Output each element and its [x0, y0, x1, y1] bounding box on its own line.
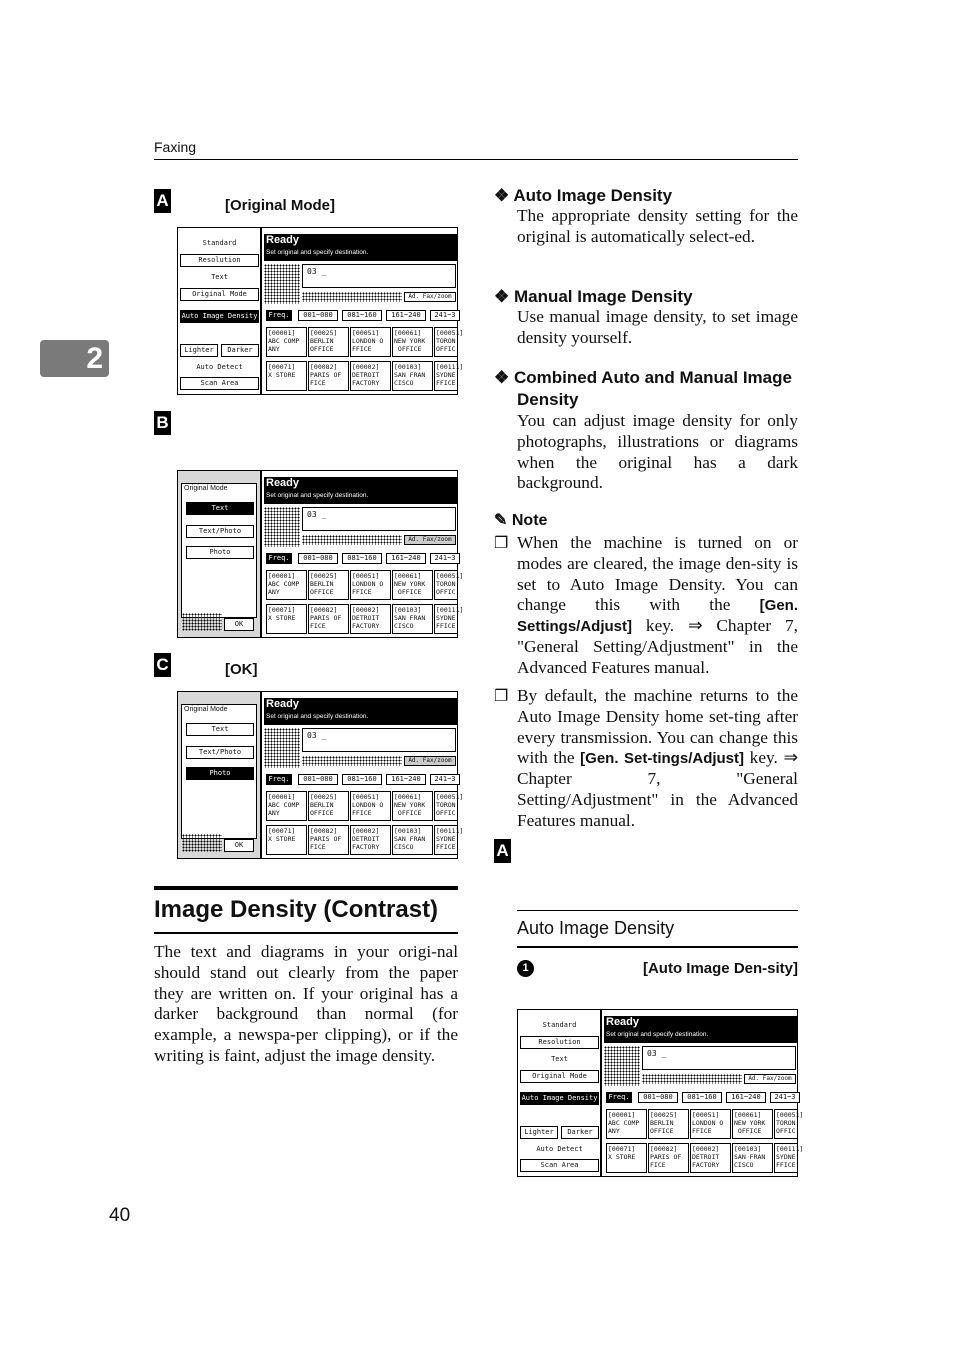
dest-cell[interactable]: [00103] SAN FRAN CISCO	[392, 825, 433, 855]
original-mode-title: Original Mode	[184, 706, 228, 713]
dest-cell[interactable]: [00051] LONDON O FFICE	[690, 1109, 731, 1139]
standard-button[interactable]: Standard	[520, 1020, 599, 1033]
section-rule-bottom	[154, 932, 458, 934]
step-marker-a-right: A	[494, 839, 511, 863]
dest-cell[interactable]: [00051] TORON OFFIC	[774, 1109, 798, 1139]
destination-field[interactable]: 03 _	[302, 728, 456, 752]
dest-cell[interactable]: [00001] ABC COMP ANY	[266, 327, 307, 357]
text-label: Text	[180, 272, 259, 285]
running-head: Faxing	[154, 139, 197, 155]
dest-cell[interactable]: [00051] TORON OFFIC	[434, 570, 458, 600]
section-body: The text and diagrams in your origi-nal should stand out clearly from the paper they are written on. If your original has a darker background than normal (for example, a newspa-per clipping), or if the writing is faint, adjust the image density.	[154, 942, 458, 1065]
ok-button[interactable]: OK	[224, 839, 254, 852]
tab-081-160[interactable]: 081~160	[342, 310, 382, 321]
status-sub: Set original and specify destination.	[266, 492, 369, 499]
status-bar	[604, 1016, 797, 1043]
text-mode-button[interactable]: Text	[186, 502, 254, 515]
dest-cell[interactable]: [00111] SYDNE FFICE	[774, 1143, 798, 1173]
original-mode-button[interactable]: Original Mode	[520, 1070, 599, 1083]
dest-cell[interactable]: [00001] ABC COMP ANY	[266, 570, 307, 600]
dest-cell[interactable]: [00002] DETROIT FACTORY	[350, 825, 391, 855]
page-number: 40	[109, 1205, 131, 1226]
dest-cell[interactable]: [00051] TORON OFFIC	[434, 791, 458, 821]
auto-density-block	[494, 186, 798, 248]
dot-pattern	[264, 507, 300, 547]
dest-cell[interactable]: [00025] BERLIN OFFICE	[648, 1109, 689, 1139]
subsection-title: Auto Image Density	[517, 918, 675, 938]
tab-241[interactable]: 241~3	[430, 774, 460, 785]
memory-indicator: Ad. Fax/zoom	[404, 535, 456, 545]
note-item-1	[494, 533, 798, 679]
diamond-bullet-icon: ❖	[494, 186, 514, 205]
auto-detect-label: Auto Detect	[180, 362, 259, 375]
tab-001-080[interactable]: 001~080	[298, 774, 338, 785]
dot-pattern	[264, 728, 300, 768]
note-item-2	[494, 686, 798, 832]
status-bar	[264, 698, 457, 725]
combined-density-block	[494, 367, 798, 494]
checkbox-bullet-icon: ❐	[494, 535, 509, 552]
text-photo-button[interactable]: Text/Photo	[186, 746, 254, 759]
dest-cell[interactable]: [00051] LONDON O FFICE	[350, 327, 391, 357]
standard-button[interactable]: Standard	[180, 238, 259, 251]
dest-cell[interactable]: [00002] DETROIT FACTORY	[350, 604, 391, 634]
destination-field[interactable]: 03 _	[642, 1046, 796, 1070]
status-bar	[264, 234, 457, 261]
dest-cell[interactable]: [00082] PARIS OF FICE	[308, 604, 349, 634]
scan-area-button[interactable]: Scan Area	[180, 377, 259, 390]
tab-freq[interactable]: Freq.	[266, 310, 292, 321]
dest-cell[interactable]: [00082] PARIS OF FICE	[648, 1143, 689, 1173]
dest-cell[interactable]: [00061] NEW YORK OFFICE	[732, 1109, 773, 1139]
circled-number-icon: 1	[517, 960, 534, 977]
tab-161-240[interactable]: 161~240	[726, 1092, 766, 1103]
dot-pattern	[642, 1074, 742, 1084]
photo-button[interactable]: Photo	[186, 767, 254, 780]
step-marker-a: A	[154, 189, 171, 213]
text-label: Text	[520, 1054, 599, 1067]
step-marker-c: C	[154, 653, 171, 677]
dest-cell[interactable]: [00061] NEW YORK OFFICE	[392, 327, 433, 357]
dest-tabs	[606, 1092, 797, 1103]
section-rule-top	[154, 886, 458, 890]
dest-cell[interactable]: [00051] LONDON O FFICE	[350, 570, 391, 600]
lighter-button[interactable]: Lighter	[180, 344, 218, 357]
dest-cell[interactable]: [00002] DETROIT FACTORY	[350, 361, 391, 391]
step-marker-b: B	[154, 411, 171, 435]
panel-left-menu	[518, 1010, 602, 1176]
resolution-button[interactable]: Resolution	[180, 254, 259, 267]
resolution-button[interactable]: Resolution	[520, 1036, 599, 1049]
dest-cell[interactable]: [00051] LONDON O FFICE	[350, 791, 391, 821]
destination-field[interactable]: 03 _	[302, 507, 456, 531]
dest-cell[interactable]: [00071] X STORE	[266, 361, 307, 391]
status-sub: Set original and specify destination.	[266, 249, 369, 256]
dest-cell[interactable]: [00111] SYDNE FFICE	[434, 825, 458, 855]
section-title: Image Density (Contrast)	[154, 896, 439, 923]
memory-indicator: Ad. Fax/zoom	[404, 756, 456, 766]
photo-button[interactable]: Photo	[186, 546, 254, 559]
fax-panel-3	[177, 691, 464, 859]
auto-detect-label: Auto Detect	[520, 1144, 599, 1157]
dest-cell[interactable]: [00001] ABC COMP ANY	[606, 1109, 647, 1139]
status-sub: Set original and specify destination.	[606, 1031, 709, 1038]
dest-cell[interactable]: [00025] BERLIN OFFICE	[308, 570, 349, 600]
fax-panel-4	[517, 1009, 804, 1177]
dest-cell[interactable]: [00103] SAN FRAN CISCO	[732, 1143, 773, 1173]
pencil-icon: ✎	[494, 512, 512, 529]
tab-081-160[interactable]: 081~160	[342, 553, 382, 564]
fax-panel-2	[177, 470, 464, 638]
panel-left-menu	[178, 228, 262, 394]
auto-image-density-button[interactable]: Auto Image Density	[520, 1092, 599, 1105]
dot-pattern	[302, 535, 402, 545]
subsection-rule-top	[517, 910, 798, 911]
dest-cell[interactable]: [00025] BERLIN OFFICE	[308, 791, 349, 821]
tab-001-080[interactable]: 001~080	[638, 1092, 678, 1103]
ready-status: Ready	[266, 698, 300, 710]
note-head: ✎ Note	[494, 512, 548, 529]
tab-freq[interactable]: Freq.	[606, 1092, 632, 1103]
tab-081-160[interactable]: 081~160	[682, 1092, 722, 1103]
original-mode-button[interactable]: Original Mode	[180, 288, 259, 301]
memory-indicator: Ad. Fax/zoom	[744, 1074, 796, 1084]
ready-status: Ready	[266, 234, 300, 246]
auto-image-density-button[interactable]: Auto Image Density	[180, 310, 259, 323]
darker-button[interactable]: Darker	[221, 344, 259, 357]
dot-pattern	[264, 264, 300, 304]
tab-241[interactable]: 241~3	[430, 310, 460, 321]
ready-status: Ready	[266, 477, 300, 489]
chapter-tab: 2	[40, 340, 109, 377]
auto-density-head: Auto Image Density	[513, 186, 673, 205]
note-2-text: By default, the machine returns to the Auto Image Density home set-ting after every transmission. You can change this with the [Gen. Set-tings/Adjust] key. ⇒ Chapter 7, "General Setting/Adjustment" in the Advanced Features manual.	[517, 686, 798, 830]
step-label-ok: [OK]	[225, 661, 258, 678]
dest-cell[interactable]: [00082] PARIS OF FICE	[308, 825, 349, 855]
scan-area-button[interactable]: Scan Area	[520, 1159, 599, 1172]
dot-pattern	[182, 613, 222, 631]
manual-density-head: Manual Image Density	[513, 287, 693, 306]
subsection-rule-bottom	[517, 946, 798, 948]
tab-161-240[interactable]: 161~240	[386, 310, 426, 321]
manual-density-text: Use manual image density, to set image density yourself.	[517, 307, 798, 347]
combined-density-head-2: Density	[517, 390, 579, 409]
text-photo-button[interactable]: Text/Photo	[186, 525, 254, 538]
status-bar	[264, 477, 457, 504]
auto-density-text: The appropriate density setting for the original is automatically select-ed.	[517, 206, 798, 246]
dot-pattern	[604, 1046, 640, 1086]
dest-cell[interactable]: [00002] DETROIT FACTORY	[690, 1143, 731, 1173]
status-sub: Set original and specify destination.	[266, 713, 369, 720]
diamond-bullet-icon: ❖	[494, 368, 514, 387]
tab-161-240[interactable]: 161~240	[386, 774, 426, 785]
dot-pattern	[302, 756, 402, 766]
tab-161-240[interactable]: 161~240	[386, 553, 426, 564]
dest-cell[interactable]: [00071] X STORE	[266, 825, 307, 855]
dot-pattern	[182, 834, 222, 852]
tab-241[interactable]: 241~3	[430, 553, 460, 564]
darker-button[interactable]: Darker	[561, 1126, 599, 1139]
ready-status: Ready	[606, 1016, 640, 1028]
memory-indicator: Ad. Fax/zoom	[404, 292, 456, 302]
dest-cell[interactable]: [00103] SAN FRAN CISCO	[392, 604, 433, 634]
dest-tabs	[266, 553, 457, 564]
dest-cell[interactable]: [00001] ABC COMP ANY	[266, 791, 307, 821]
tab-001-080[interactable]: 001~080	[298, 553, 338, 564]
tab-freq[interactable]: Freq.	[266, 774, 292, 785]
substep-label: [Auto Image Den-sity]	[642, 960, 798, 977]
tab-081-160[interactable]: 081~160	[342, 774, 382, 785]
ok-button[interactable]: OK	[224, 618, 254, 631]
combined-density-head-1: Combined Auto and Manual Image	[513, 368, 792, 387]
text-mode-button[interactable]: Text	[186, 723, 254, 736]
dest-cell[interactable]: [00103] SAN FRAN CISCO	[392, 361, 433, 391]
manual-density-block	[494, 287, 798, 349]
dest-cell[interactable]: [00071] X STORE	[266, 604, 307, 634]
original-mode-title: Original Mode	[184, 485, 228, 492]
tab-001-080[interactable]: 001~080	[298, 310, 338, 321]
substep-1	[517, 958, 798, 977]
original-mode-menu	[178, 692, 262, 858]
lighter-button[interactable]: Lighter	[520, 1126, 558, 1139]
step-label-original-mode: [Original Mode]	[225, 197, 335, 214]
diamond-bullet-icon: ❖	[494, 287, 514, 306]
dest-tabs	[266, 774, 457, 785]
dot-pattern	[302, 292, 402, 302]
dest-cell[interactable]: [00025] BERLIN OFFICE	[308, 327, 349, 357]
dest-tabs	[266, 310, 457, 321]
note-1-text: When the machine is turned on or modes are cleared, the image den-sity is set to Auto Image Density. You can change this with the [Gen. Settings/Adjust] key. ⇒ Chapter 7, "General Setting/Adjustment" in the Advanced Features manual.	[517, 533, 798, 677]
fax-panel-1	[177, 227, 464, 395]
destination-field[interactable]: 03 _	[302, 264, 456, 288]
dest-cell[interactable]: [00071] X STORE	[606, 1143, 647, 1173]
dest-cell[interactable]: [00111] SYDNE FFICE	[434, 604, 458, 634]
dest-cell[interactable]: [00111] SYDNE FFICE	[434, 361, 458, 391]
header-rule	[154, 159, 798, 160]
original-mode-menu	[178, 471, 262, 637]
dest-cell[interactable]: [00061] NEW YORK OFFICE	[392, 570, 433, 600]
tab-freq[interactable]: Freq.	[266, 553, 292, 564]
tab-241[interactable]: 241~3	[770, 1092, 800, 1103]
dest-cell[interactable]: [00061] NEW YORK OFFICE	[392, 791, 433, 821]
checkbox-bullet-icon: ❐	[494, 688, 509, 705]
dest-cell[interactable]: [00051] TORON OFFIC	[434, 327, 458, 357]
combined-density-text: You can adjust image density for only photographs, illustrations or diagrams when the original has a dark background.	[517, 411, 798, 493]
dest-cell[interactable]: [00082] PARIS OF FICE	[308, 361, 349, 391]
